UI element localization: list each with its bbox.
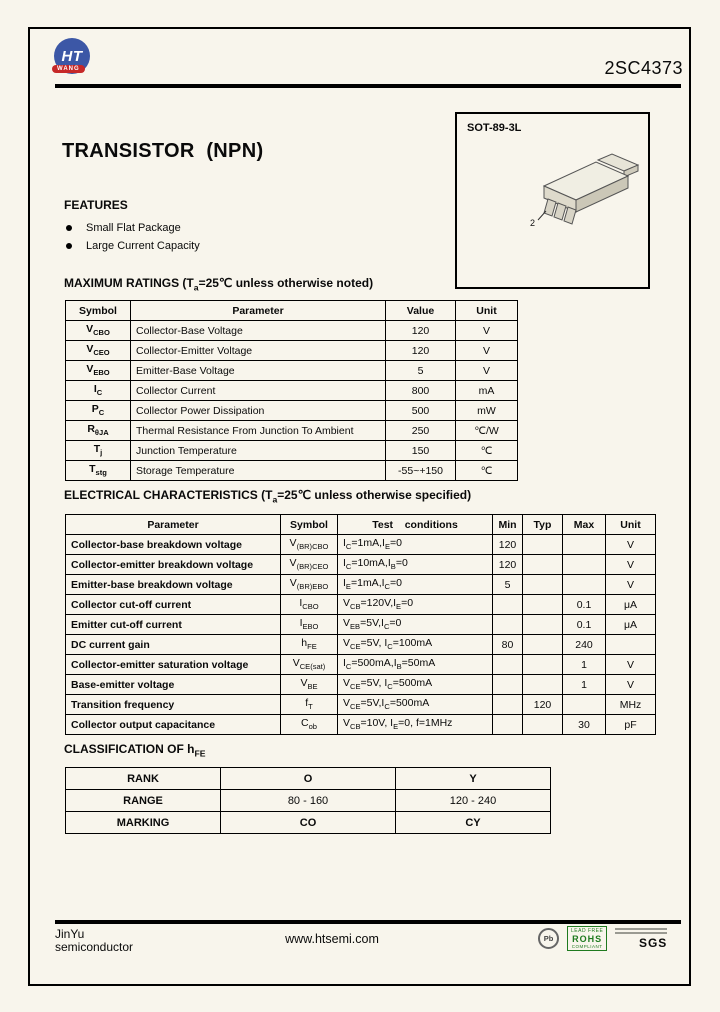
- typ-cell: [523, 595, 563, 615]
- table-row: [66, 655, 656, 675]
- parameter-cell: Collector output capacitance: [66, 715, 281, 735]
- symbol-cell: $V_{CE(sat)}$: [281, 655, 338, 675]
- company-subtitle: semiconductor: [55, 940, 134, 954]
- ht-logo-text: HT: [61, 47, 83, 65]
- parameter-cell: Collector Power Dissipation: [131, 401, 386, 421]
- table-row: [66, 615, 656, 635]
- table-row: [66, 715, 656, 735]
- max-cell: [563, 575, 606, 595]
- symbol-cell: $I_{EBO}$: [281, 615, 338, 635]
- unit-cell: V: [456, 321, 518, 341]
- min-cell: [493, 675, 523, 695]
- symbol-cell: $R_{\theta JA}$: [66, 421, 131, 441]
- parameter-cell: Emitter-Base Voltage: [131, 361, 386, 381]
- parameter-cell: Emitter-base breakdown voltage: [66, 575, 281, 595]
- value-cell: 150: [386, 441, 456, 461]
- typ-cell: [523, 675, 563, 695]
- conditions-cell: $V_{CE}=5V$, $I_C=100mA$: [338, 635, 493, 655]
- max-cell: 1: [563, 655, 606, 675]
- table-row: [66, 635, 656, 655]
- column-header-unit: Unit: [606, 515, 656, 535]
- max-cell: [563, 555, 606, 575]
- features-heading: FEATURES: [64, 198, 128, 212]
- unit-cell: V: [456, 361, 518, 381]
- parameter-cell: Collector-Emitter Voltage: [131, 341, 386, 361]
- value-cell: 120: [386, 321, 456, 341]
- value-cell: 250: [386, 421, 456, 441]
- typ-cell: [523, 575, 563, 595]
- value-cell: 120: [386, 341, 456, 361]
- max-cell: [563, 695, 606, 715]
- table-row: [66, 321, 518, 341]
- conditions-cell: $V_{CE}=5V,I_C=500mA$: [338, 695, 493, 715]
- table-row: [66, 790, 551, 812]
- column-header-max: Max: [563, 515, 606, 535]
- classification-y-cell: Y: [396, 768, 551, 790]
- symbol-cell: $C_{ob}$: [281, 715, 338, 735]
- typ-cell: [523, 555, 563, 575]
- symbol-cell: $V_{CBO}$: [66, 321, 131, 341]
- package-title: SOT-89-3L: [467, 122, 522, 134]
- sgs-decoration-bar: [615, 932, 667, 934]
- symbol-cell: $I_C$: [66, 381, 131, 401]
- value-cell: -55~+150: [386, 461, 456, 481]
- unit-cell: V: [606, 655, 656, 675]
- feature-item: [66, 237, 200, 255]
- unit-cell: V: [606, 675, 656, 695]
- parameter-cell: Collector-emitter saturation voltage: [66, 655, 281, 675]
- symbol-cell: $V_{CEO}$: [66, 341, 131, 361]
- table-row: [66, 675, 656, 695]
- typ-cell: [523, 635, 563, 655]
- package-pin2-callout: 2: [530, 218, 536, 228]
- sgs-decoration-bar: [615, 928, 667, 930]
- lead-free-label: LEAD FREE: [571, 928, 604, 934]
- page-title: TRANSISTOR (NPN): [62, 140, 264, 162]
- column-header-parameter: Parameter: [66, 515, 281, 535]
- table-header-row: [66, 515, 656, 535]
- part-number: 2SC4373: [604, 58, 683, 78]
- table-row: [66, 695, 656, 715]
- package-box: [455, 112, 650, 289]
- classification-o-cell: 80 - 160: [221, 790, 396, 812]
- feature-list: [66, 219, 200, 255]
- conditions-cell: $V_{EB}=5V,I_C=0$: [338, 615, 493, 635]
- table-row: [66, 812, 551, 834]
- symbol-cell: $V_{(BR)EBO}$: [281, 575, 338, 595]
- unit-cell: μA: [606, 615, 656, 635]
- min-cell: 120: [493, 535, 523, 555]
- max-cell: 30: [563, 715, 606, 735]
- column-header-unit: Unit: [456, 301, 518, 321]
- conditions-cell: $I_C=10mA,I_B=0$: [338, 555, 493, 575]
- min-cell: [493, 655, 523, 675]
- typ-cell: [523, 715, 563, 735]
- company-name: JinYu: [55, 927, 85, 941]
- parameter-cell: Collector Current: [131, 381, 386, 401]
- symbol-cell: $P_C$: [66, 401, 131, 421]
- unit-cell: V: [606, 555, 656, 575]
- classification-o-cell: O: [221, 768, 396, 790]
- parameter-cell: Collector-base breakdown voltage: [66, 535, 281, 555]
- typ-cell: [523, 535, 563, 555]
- min-cell: [493, 615, 523, 635]
- min-cell: [493, 595, 523, 615]
- table-row: [66, 555, 656, 575]
- symbol-cell: $V_{EBO}$: [66, 361, 131, 381]
- column-header-typ: Typ: [523, 515, 563, 535]
- column-header-parameter: Parameter: [131, 301, 386, 321]
- column-header-symbol: Symbol: [66, 301, 131, 321]
- unit-cell: [606, 635, 656, 655]
- min-cell: 120: [493, 555, 523, 575]
- unit-cell: V: [606, 575, 656, 595]
- column-header-min: Min: [493, 515, 523, 535]
- symbol-cell: $V_{(BR)CBO}$: [281, 535, 338, 555]
- min-cell: 5: [493, 575, 523, 595]
- table-header-row: [66, 301, 518, 321]
- unit-cell: ℃/W: [456, 421, 518, 441]
- conditions-cell: $V_{CB}=10V$, $I_E=0$, f=1MHz: [338, 715, 493, 735]
- max-cell: 240: [563, 635, 606, 655]
- table-row: [66, 461, 518, 481]
- ht-logo: [54, 38, 100, 86]
- unit-cell: ℃: [456, 441, 518, 461]
- maximum-ratings-heading: MAXIMUM RATINGS ($T_a=25℃$ unless otherwise noted): [64, 276, 374, 293]
- conditions-cell: $V_{CB}=120V,I_E=0$: [338, 595, 493, 615]
- classification-o-cell: CO: [221, 812, 396, 834]
- bullet-icon: [66, 225, 72, 231]
- classification-label-cell: MARKING: [66, 812, 221, 834]
- conditions-cell: $V_{CE}=5V$, $I_C=500mA$: [338, 675, 493, 695]
- rohs-label: ROHS: [572, 934, 603, 944]
- typ-cell: [523, 655, 563, 675]
- compliant-label: COMPLIANT: [571, 944, 603, 949]
- footer-company: [55, 928, 133, 954]
- min-cell: [493, 715, 523, 735]
- parameter-cell: Junction Temperature: [131, 441, 386, 461]
- unit-cell: mW: [456, 401, 518, 421]
- table-row: [66, 441, 518, 461]
- parameter-cell: Transition frequency: [66, 695, 281, 715]
- feature-item: [66, 219, 200, 237]
- value-cell: 500: [386, 401, 456, 421]
- symbol-cell: $h_{FE}$: [281, 635, 338, 655]
- table-row: [66, 341, 518, 361]
- table-row: [66, 535, 656, 555]
- min-cell: [493, 695, 523, 715]
- lead-free-pb-icon: [538, 928, 559, 949]
- typ-cell: [523, 615, 563, 635]
- unit-cell: V: [456, 341, 518, 361]
- parameter-cell: Collector cut-off current: [66, 595, 281, 615]
- max-cell: 0.1: [563, 615, 606, 635]
- website-link[interactable]: www.htsemi.com: [285, 932, 379, 946]
- classification-y-cell: 120 - 240: [396, 790, 551, 812]
- table-row: [66, 768, 551, 790]
- parameter-cell: Emitter cut-off current: [66, 615, 281, 635]
- min-cell: 80: [493, 635, 523, 655]
- classification-table: [65, 767, 551, 834]
- table-row: [66, 361, 518, 381]
- table-row: [66, 381, 518, 401]
- parameter-cell: Storage Temperature: [131, 461, 386, 481]
- classification-label-cell: RANGE: [66, 790, 221, 812]
- unit-cell: pF: [606, 715, 656, 735]
- maximum-ratings-table: [65, 300, 518, 481]
- bullet-icon: [66, 243, 72, 249]
- max-cell: 0.1: [563, 595, 606, 615]
- classification-y-cell: CY: [396, 812, 551, 834]
- classification-label-cell: RANK: [66, 768, 221, 790]
- package-drawing: [520, 138, 648, 258]
- symbol-cell: $I_{CBO}$: [281, 595, 338, 615]
- typ-cell: 120: [523, 695, 563, 715]
- footer-badges: [538, 924, 667, 951]
- max-cell: 1: [563, 675, 606, 695]
- pb-text: Pb: [543, 934, 554, 943]
- unit-cell: mA: [456, 381, 518, 401]
- column-header-value: Value: [386, 301, 456, 321]
- table-row: [66, 421, 518, 441]
- table-row: [66, 401, 518, 421]
- symbol-cell: $V_{(BR)CEO}$: [281, 555, 338, 575]
- conditions-cell: $I_C=1mA,I_E=0$: [338, 535, 493, 555]
- unit-cell: MHz: [606, 695, 656, 715]
- unit-cell: ℃: [456, 461, 518, 481]
- value-cell: 5: [386, 361, 456, 381]
- symbol-cell: $T_{stg}$: [66, 461, 131, 481]
- table-row: [66, 575, 656, 595]
- value-cell: 800: [386, 381, 456, 401]
- max-cell: [563, 535, 606, 555]
- column-header-symbol: Symbol: [281, 515, 338, 535]
- parameter-cell: Base-emitter voltage: [66, 675, 281, 695]
- parameter-cell: Collector-Base Voltage: [131, 321, 386, 341]
- classification-heading: CLASSIFICATION OF $h_{FE}$: [64, 742, 206, 759]
- symbol-cell: $f_T$: [281, 695, 338, 715]
- column-header-conditions: Test conditions: [338, 515, 493, 535]
- unit-cell: V: [606, 535, 656, 555]
- feature-text: Small Flat Package: [86, 222, 181, 234]
- conditions-cell: $I_E=1mA,I_C=0$: [338, 575, 493, 595]
- parameter-cell: DC current gain: [66, 635, 281, 655]
- conditions-cell: $I_C=500mA,I_B=50mA$: [338, 655, 493, 675]
- sgs-logo: [615, 926, 667, 950]
- table-row: [66, 595, 656, 615]
- sgs-text: SGS: [638, 936, 668, 950]
- parameter-cell: Collector-emitter breakdown voltage: [66, 555, 281, 575]
- parameter-cell: Thermal Resistance From Junction To Ambient: [131, 421, 386, 441]
- feature-text: Large Current Capacity: [86, 240, 200, 252]
- header-divider: [55, 84, 681, 88]
- unit-cell: μA: [606, 595, 656, 615]
- symbol-cell: $T_j$: [66, 441, 131, 461]
- ht-logo-banner: WANG: [52, 65, 85, 73]
- electrical-characteristics-heading: ELECTRICAL CHARACTERISTICS ($T_a=25℃$ unless otherwise specified): [64, 488, 472, 505]
- electrical-characteristics-table: [65, 514, 656, 735]
- rohs-badge: [567, 926, 607, 951]
- symbol-cell: $V_{BE}$: [281, 675, 338, 695]
